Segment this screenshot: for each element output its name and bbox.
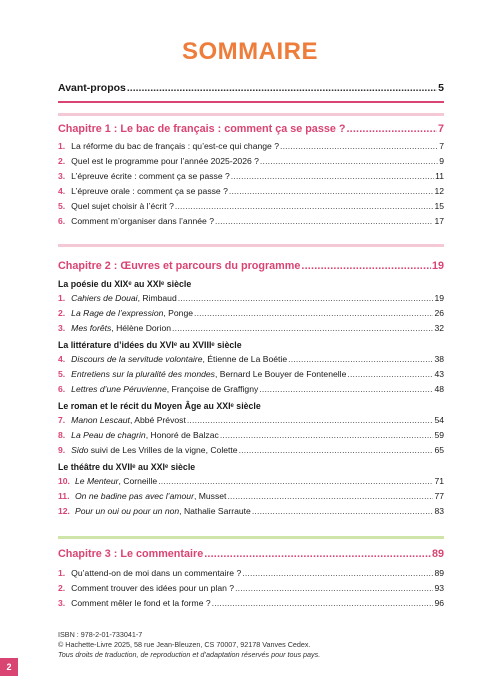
item-page: 65 [434,445,444,455]
page-title: SOMMAIRE [182,38,318,65]
dot-leader [347,367,433,381]
dot-leader [301,257,431,275]
work-author: , Nathalie Sarraute [179,506,251,516]
work-title: Mes forêts [71,323,112,333]
dot-leader [231,169,434,183]
item-page: 59 [434,430,444,440]
work-title: Le Menteur [75,476,119,486]
item-page: 93 [434,583,444,593]
dot-leader [212,596,434,610]
dot-leader [127,79,437,97]
item-label [71,382,258,396]
toc-item[interactable] [58,566,444,580]
work-title: Discours de la servitude volontaire [71,354,203,364]
work-author: , Ponge [163,308,193,318]
dot-leader [260,154,438,168]
dot-leader [346,120,437,138]
item-page: 38 [434,354,444,364]
item-label [71,413,186,427]
item-number: 6. [58,216,66,226]
chapter-title: Chapitre 2 : Œuvres et parcours du programme [58,260,301,272]
item-number: 12. [58,506,70,516]
section-heading: Le roman et le récit du Moyen Âge au XXIᵉ siècle [58,401,261,411]
item-page: 15 [434,201,444,211]
item-label: Quel est le programme pour l’année 2025-2026 ? [71,156,259,166]
chapter-rule [58,536,444,539]
toc-item[interactable] [58,489,444,503]
item-label: Qu’attend-on de moi dans un commentaire ? [71,568,242,578]
chapter-title: Chapitre 1 : Le bac de français : comment ça se passe ? [58,123,346,135]
work-title: Entretiens sur la pluralité des mondes [71,369,215,379]
toc-item[interactable] [58,169,444,183]
item-page: 11 [435,171,444,181]
item-label [71,367,346,381]
work-title: Cahiers de Douai [71,293,138,303]
work-author: , Honoré de Balzac [145,430,219,440]
item-label [71,428,219,442]
toc-item[interactable] [58,596,444,610]
work-author: , Rimbaud [137,293,177,303]
item-number: 5. [58,201,66,211]
dot-leader [220,428,434,442]
work-title: La Rage de l’expression [71,308,164,318]
dot-leader [187,413,434,427]
item-page: 48 [434,384,444,394]
toc-item[interactable] [58,382,444,396]
dot-leader [158,474,433,488]
page-number: 2 [0,658,18,676]
item-number: 5. [58,369,66,379]
item-label: Comment m’organiser dans l’année ? [71,216,214,226]
work-author: , Corneille [118,476,158,486]
toc-label: Avant-propos [58,82,126,94]
isbn-line: ISBN : 978-2-01-733041-7 [58,630,143,639]
toc-item[interactable] [58,504,444,518]
chapter-page: 7 [437,123,444,135]
toc-item[interactable] [58,443,444,457]
toc-entry-avant-propos[interactable] [58,79,444,97]
dot-leader [280,139,438,153]
work-author: , Musset [193,491,227,501]
item-page: 17 [434,216,444,226]
item-number: 8. [58,430,66,440]
work-author: , Françoise de Graffigny [166,384,259,394]
item-label [71,306,193,320]
item-number: 4. [58,186,66,196]
item-label [75,474,157,488]
dot-leader [204,545,431,563]
dot-leader [194,306,433,320]
item-label: L’épreuve écrite : comment ça se passe ? [71,171,230,181]
dot-leader [175,199,434,213]
dot-leader [178,291,434,305]
work-author: suivi de Les Vrilles de la vigne, Colette [88,445,238,455]
item-number: 2. [58,156,66,166]
dot-leader [235,581,433,595]
item-number: 9. [58,445,66,455]
item-number: 1. [58,568,66,578]
toc-chapter-1[interactable] [58,120,444,138]
work-title: On ne badine pas avec l’amour [75,491,194,501]
work-author: , Abbé Prévost [129,415,186,425]
item-page: 77 [434,491,444,501]
item-page: 9 [439,156,444,166]
toc-item[interactable] [58,352,444,366]
chapter-rule [58,244,444,247]
item-number: 2. [58,583,66,593]
item-label [71,352,287,366]
item-label: Comment mêler le fond et la forme ? [71,598,211,608]
dot-leader [227,489,433,503]
item-page: 43 [434,369,444,379]
toc-chapter-3[interactable] [58,545,444,563]
item-page: 12 [434,186,444,196]
rights-line: Tous droits de traduction, de reproduction et d’adaptation réservés pour tous pays. [58,650,321,659]
chapter-rule [58,113,444,116]
dot-leader [239,443,434,457]
toc-item[interactable] [58,139,444,153]
work-title: Pour un oui ou pour un non [75,506,180,516]
item-page: 7 [439,141,444,151]
copyright-block [58,630,320,660]
item-label [75,504,251,518]
section-heading: La littérature d’idées du XVIᵉ au XVIIIᵉ siècle [58,340,242,350]
item-page: 89 [434,568,444,578]
divider [58,101,444,103]
copyright-line: © Hachette-Livre 2025, 58 rue Jean-Bleuzen, CS 70007, 92178 Vanves Cedex. [58,640,311,649]
item-page: 83 [434,506,444,516]
item-page: 96 [434,598,444,608]
item-number: 6. [58,384,66,394]
item-number: 3. [58,598,66,608]
section-heading: La poésie du XIXᵉ au XXIᵉ siècle [58,279,192,289]
toc-item[interactable] [58,199,444,213]
toc-item[interactable] [58,306,444,320]
item-label: Quel sujet choisir à l’écrit ? [71,201,174,211]
dot-leader [252,504,434,518]
toc-item[interactable] [58,154,444,168]
work-author: , Étienne de La Boétie [202,354,288,364]
work-title: Lettres d’une Péruvienne [71,384,167,394]
toc-item[interactable] [58,413,444,427]
dot-leader [215,214,433,228]
toc-item[interactable] [58,214,444,228]
work-title: La Peau de chagrin [71,430,146,440]
dot-leader [259,382,433,396]
item-number: 10. [58,476,70,486]
work-author: , Bernard Le Bouyer de Fontenelle [214,369,347,379]
item-number: 2. [58,308,66,318]
chapter-title: Chapitre 3 : Le commentaire [58,548,204,560]
toc-item[interactable] [58,321,444,335]
dot-leader [242,566,433,580]
item-number: 7. [58,415,66,425]
item-number: 3. [58,323,66,333]
toc-item[interactable] [58,184,444,198]
item-page: 54 [434,415,444,425]
item-page: 19 [434,293,444,303]
item-number: 3. [58,171,66,181]
toc-item[interactable] [58,474,444,488]
dot-leader [229,184,434,198]
toc-page: 5 [438,82,444,94]
chapter-page: 19 [431,260,444,272]
item-label [71,291,177,305]
item-label: L’épreuve orale : comment ça se passe ? [71,186,228,196]
work-title: Manon Lescaut [71,415,130,425]
section-heading: Le théâtre du XVIIᵉ au XXIᵉ siècle [58,462,196,472]
item-label [71,443,237,457]
item-number: 4. [58,354,66,364]
item-page: 32 [434,323,444,333]
item-label [75,489,226,503]
item-label: Comment trouver des idées pour un plan ? [71,583,235,593]
work-author: , Hélène Dorion [111,323,172,333]
toc-item[interactable] [58,428,444,442]
work-title: Sido [71,445,89,455]
toc-item[interactable] [58,581,444,595]
chapter-page: 89 [431,548,444,560]
item-page: 26 [434,308,444,318]
toc-chapter-2[interactable] [58,257,444,275]
toc-item[interactable] [58,291,444,305]
dot-leader [172,321,433,335]
dot-leader [288,352,433,366]
item-number: 1. [58,141,66,151]
item-number: 11. [58,491,70,501]
toc-item[interactable] [58,367,444,381]
item-label [71,321,171,335]
item-label: La réforme du bac de français : qu’est-ce qui change ? [71,141,279,151]
item-number: 1. [58,293,66,303]
item-page: 71 [434,476,444,486]
